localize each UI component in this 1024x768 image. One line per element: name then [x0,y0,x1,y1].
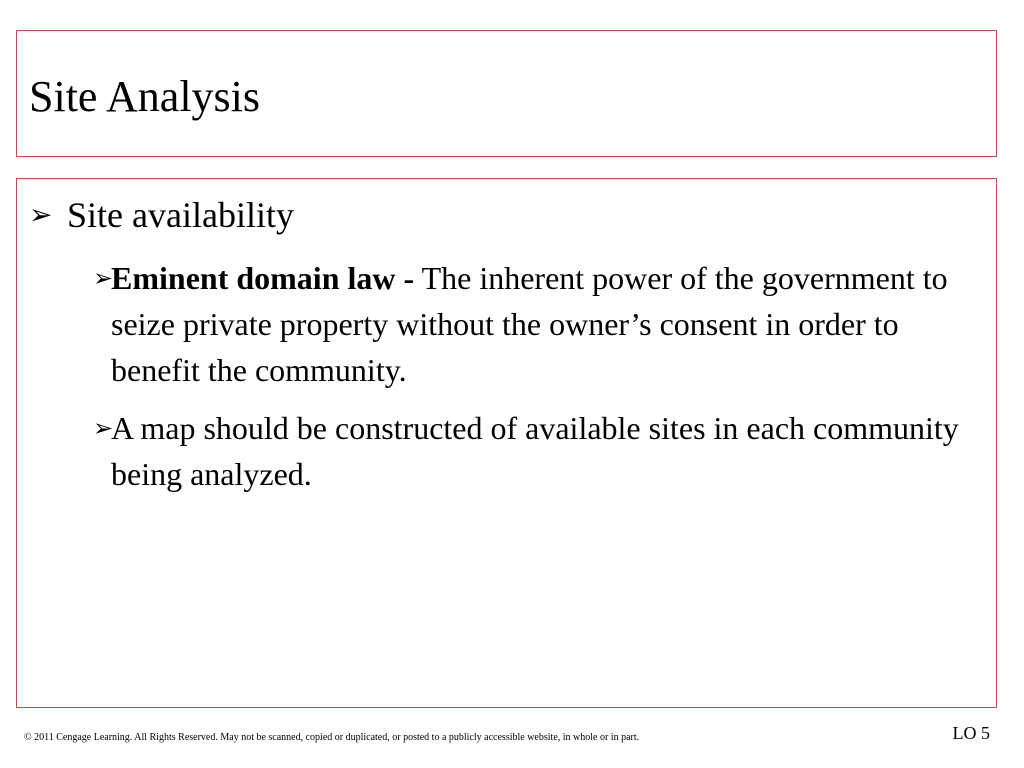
bullet-site-availability [29,193,294,237]
arrow-bullet-icon: ➢ [29,198,53,231]
content-box [16,178,997,708]
sub-bullet-text: A map should be constructed of available sites in each community being analyzed. [111,410,959,492]
sub-bullet-eminent-domain [93,255,989,393]
slide-title: Site Analysis [29,72,261,121]
sub-bullet-map [93,405,989,497]
bullet-text: Site availability [67,195,294,235]
arrow-bullet-icon: ➢ [93,414,114,442]
term-label: Eminent domain law - [111,260,415,296]
term-definition: The inherent power of the government to seize private property without the owner’s consent in order to benefit the community. [111,260,948,388]
title-box [16,30,997,157]
learning-objective-label: LO 5 [952,723,990,743]
sub-bullet-text [111,255,989,393]
arrow-bullet-icon: ➢ [93,264,114,292]
copyright-notice: © 2011 Cengage Learning. All Rights Reserved. May not be scanned, copied or duplicated, or posted to a publicly accessible website, in whole or in part. [24,732,640,743]
